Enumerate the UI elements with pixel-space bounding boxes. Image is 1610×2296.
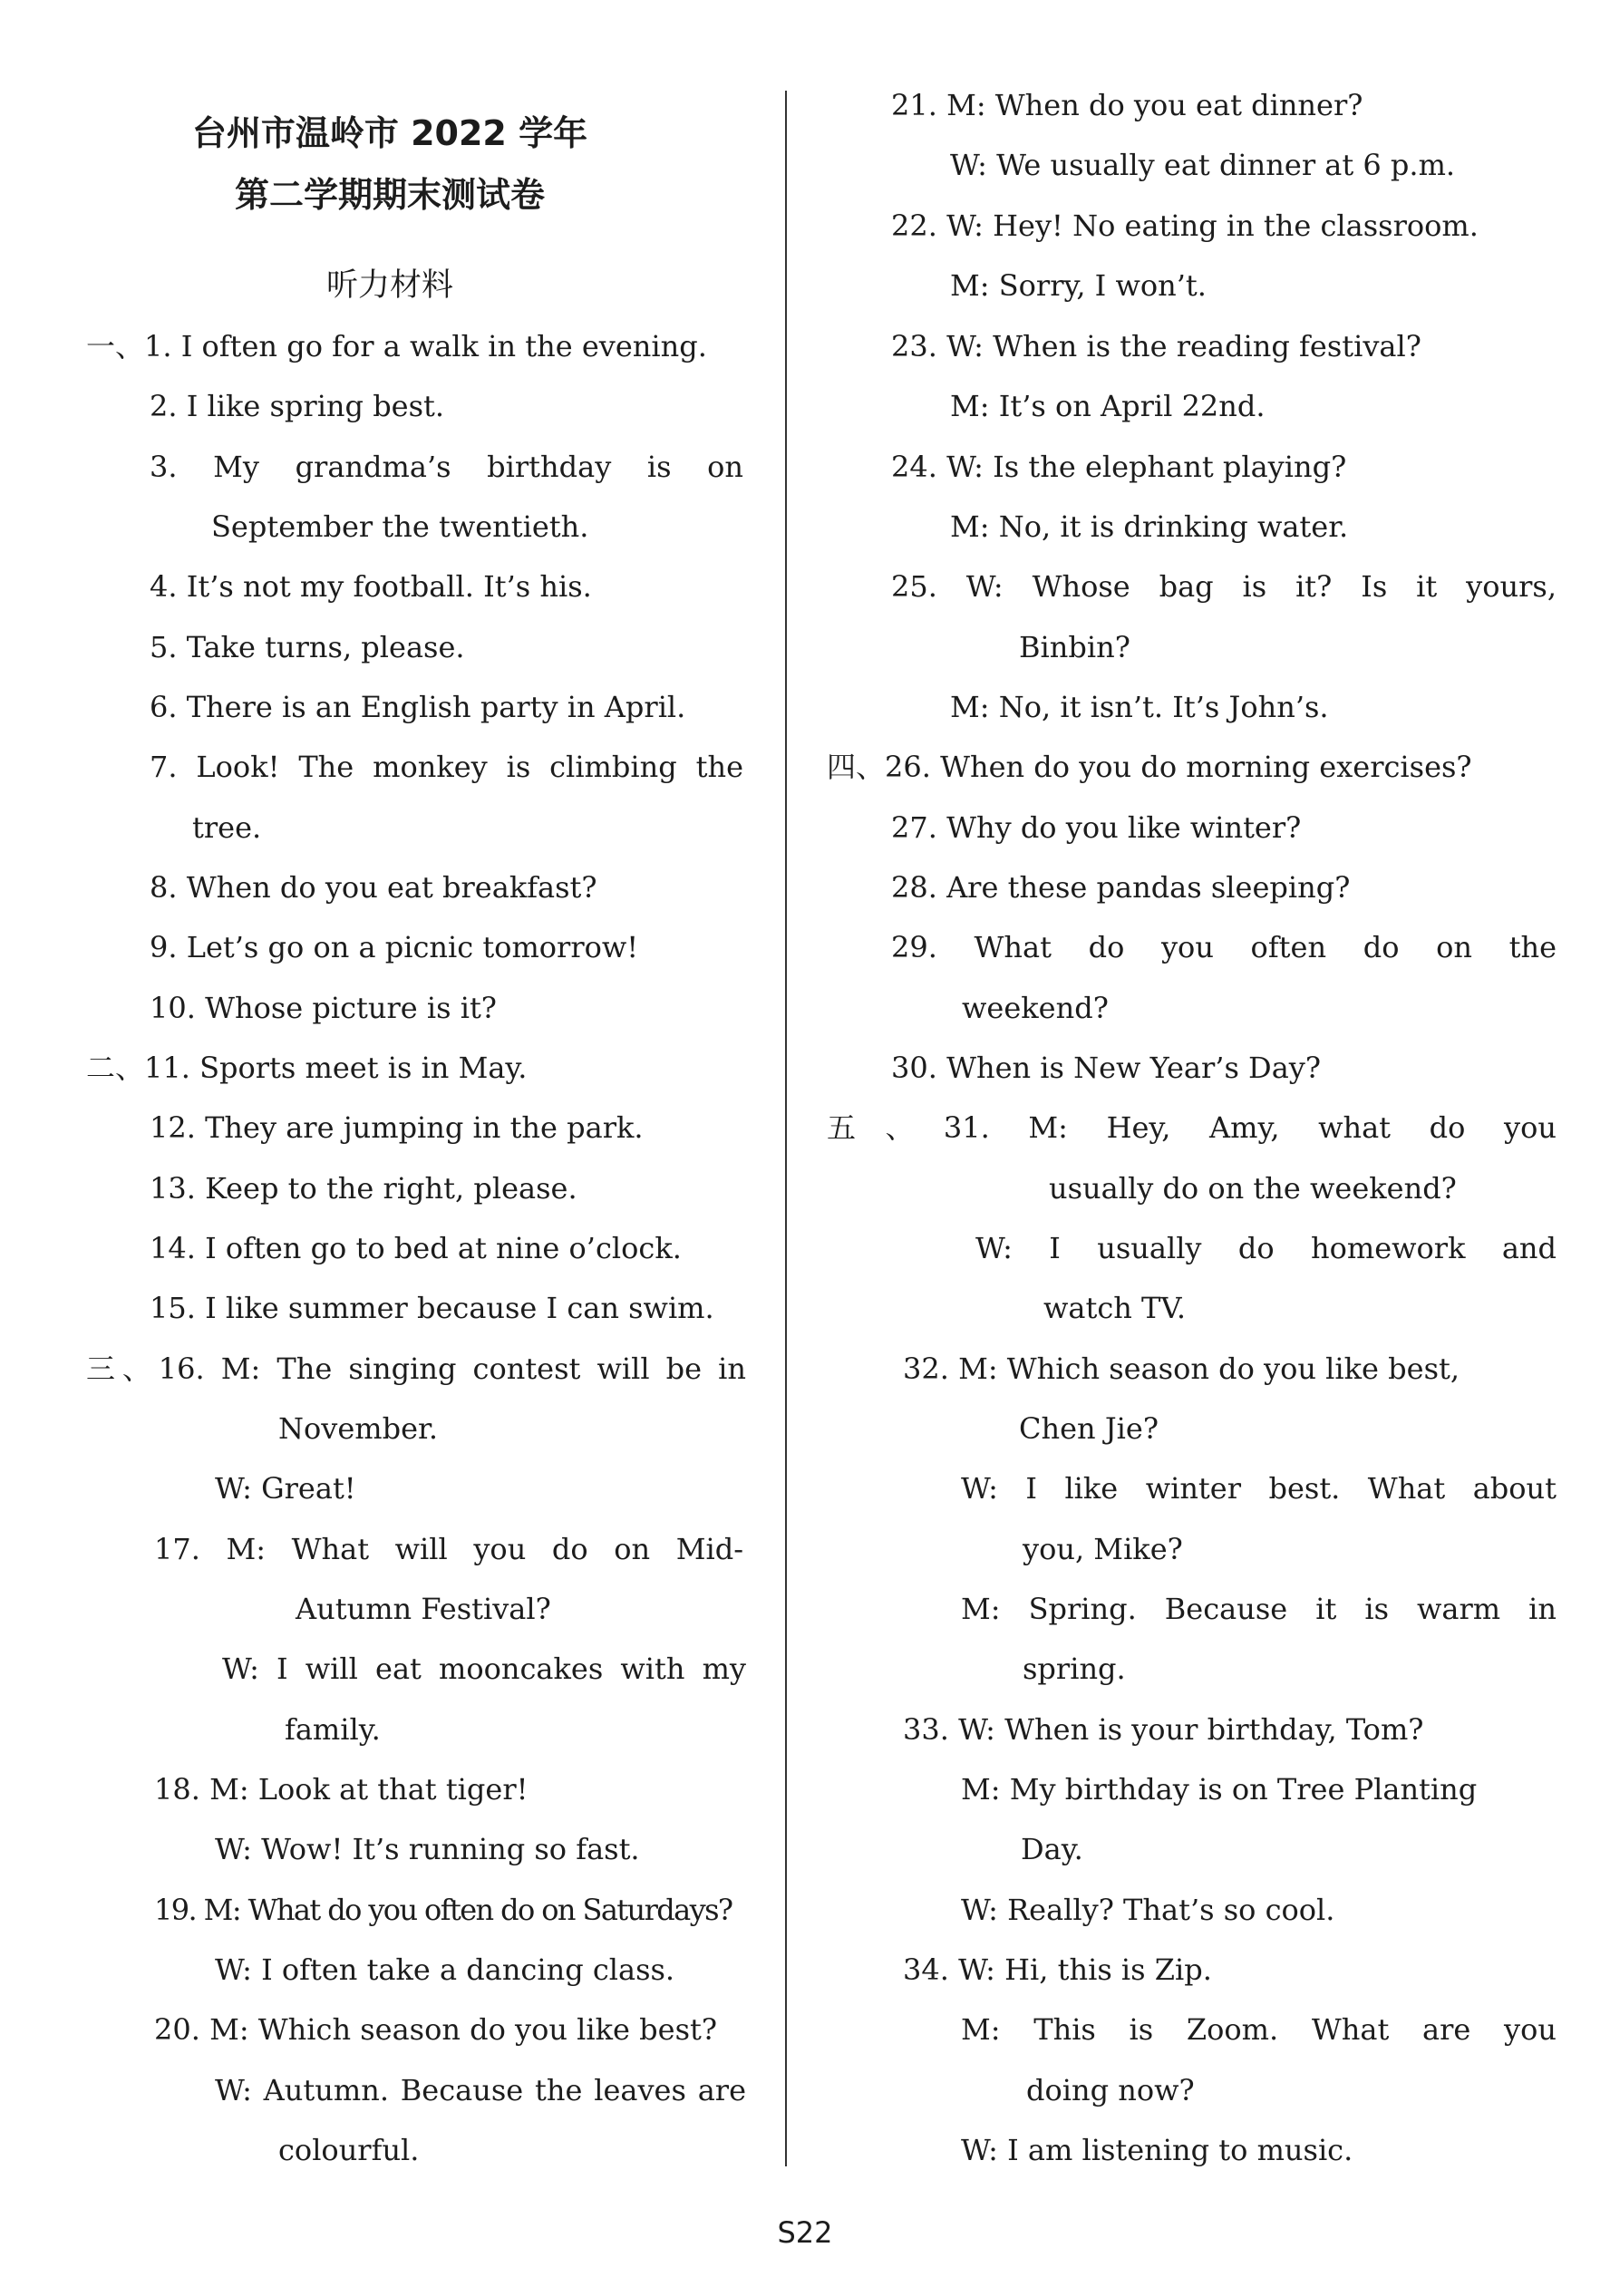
text-line: 10. Whose picture is it?	[150, 991, 497, 1025]
text-line: Binbin?	[1019, 630, 1130, 664]
text-line: Autumn Festival?	[296, 1592, 551, 1626]
text-line: W: We usually eat dinner at 6 p.m.	[950, 148, 1456, 182]
text-line: W: I usually do homework and	[975, 1231, 1557, 1265]
text-line: M: Sorry, I won’t.	[950, 268, 1207, 303]
text-line: 8. When do you eat breakfast?	[150, 870, 597, 905]
title-line-1: 台州市温岭市 2022 学年	[191, 113, 588, 153]
text-line: 三、16. M: The singing contest will be in	[86, 1351, 746, 1386]
text-line: 4. It’s not my football. It’s his.	[150, 569, 592, 604]
text-line: 3. My grandma’s birthday is on	[150, 450, 743, 484]
text-line: 21. M: When do you eat dinner?	[891, 88, 1363, 122]
text-line: M: This is Zoom. What are you	[961, 2012, 1557, 2047]
text-line: 二、11. Sports meet is in May.	[86, 1051, 528, 1085]
title-line-2: 第二学期期末测试卷	[234, 175, 545, 215]
text-line: M: Spring. Because it is warm in	[961, 1592, 1557, 1626]
column-divider	[785, 91, 787, 2166]
text-line: M: My birthday is on Tree Planting	[961, 1772, 1478, 1807]
text-line: 33. W: When is your birthday, Tom?	[903, 1712, 1424, 1747]
text-line: 7. Look! The monkey is climbing the	[150, 750, 743, 784]
text-line: W: Great!	[215, 1471, 356, 1506]
text-line: 23. W: When is the reading festival?	[891, 329, 1421, 363]
text-line: November.	[278, 1411, 438, 1446]
text-line: 20. M: Which season do you like best?	[154, 2012, 717, 2047]
text-line: usually do on the weekend?	[1049, 1171, 1457, 1206]
text-line: M: No, it isn’t. It’s John’s.	[950, 690, 1329, 724]
text-line: W: I often take a dancing class.	[215, 1952, 675, 1987]
text-line: W: I like winter best. What about	[961, 1471, 1557, 1506]
text-line: 一、1. I often go for a walk in the evening.	[86, 329, 707, 363]
text-line: 34. W: Hi, this is Zip.	[903, 1952, 1212, 1987]
text-line: September the twentieth.	[211, 509, 589, 544]
text-line: 17. M: What will you do on Mid-	[154, 1532, 743, 1566]
text-line: 14. I often go to bed at nine o’clock.	[150, 1231, 682, 1265]
text-line: 22. W: Hey! No eating in the classroom.	[891, 208, 1479, 243]
text-line: W: Wow! It’s running so fast.	[215, 1832, 640, 1866]
text-line: 24. W: Is the elephant playing?	[891, 450, 1347, 484]
text-line: 32. M: Which season do you like best,	[903, 1351, 1460, 1386]
text-line: 四、26. When do you do morning exercises?	[827, 750, 1472, 784]
text-line: W: I will eat mooncakes with my	[222, 1652, 746, 1686]
text-line: you, Mike?	[1023, 1532, 1183, 1566]
text-line: 5. Take turns, please.	[150, 630, 465, 664]
text-line: 12. They are jumping in the park.	[150, 1110, 644, 1145]
text-line: 25. W: Whose bag is it? Is it yours,	[891, 569, 1557, 604]
text-line: 30. When is New Year’s Day?	[891, 1051, 1321, 1085]
text-line: W: I am listening to music.	[961, 2133, 1353, 2167]
text-line: 15. I like summer because I can swim.	[150, 1291, 714, 1325]
text-line: Day.	[1021, 1832, 1083, 1866]
text-line: watch TV.	[1043, 1291, 1187, 1325]
text-line: Chen Jie?	[1019, 1411, 1159, 1446]
text-line: 27. Why do you like winter?	[891, 810, 1302, 845]
text-line: M: It’s on April 22nd.	[950, 389, 1266, 423]
text-line: 28. Are these pandas sleeping?	[891, 870, 1351, 905]
text-line: M: No, it is drinking water.	[950, 509, 1349, 544]
text-line: 29. What do you often do on the	[891, 930, 1557, 964]
text-line: 2. I like spring best.	[150, 389, 445, 423]
text-line: 9. Let’s go on a picnic tomorrow!	[150, 930, 639, 964]
page-number: S22	[777, 2215, 833, 2250]
text-line: spring.	[1023, 1652, 1126, 1686]
section-subtitle: 听力材料	[325, 267, 453, 304]
text-line: weekend?	[962, 991, 1109, 1025]
text-line: colourful.	[278, 2133, 420, 2167]
text-line: family.	[285, 1712, 381, 1747]
text-line: 19. M: What do you often do on Saturdays?	[154, 1893, 732, 1927]
text-line: 13. Keep to the right, please.	[150, 1171, 577, 1206]
text-line: doing now?	[1026, 2073, 1195, 2107]
text-line: tree.	[192, 810, 262, 845]
text-line: 6. There is an English party in April.	[150, 690, 686, 724]
text-line: W: Really? That’s so cool.	[961, 1893, 1335, 1927]
text-line: W: Autumn. Because the leaves are	[215, 2073, 746, 2107]
text-line: 18. M: Look at that tiger!	[154, 1772, 529, 1807]
text-line: 五、31. M: Hey, Amy, what do you	[827, 1110, 1557, 1145]
